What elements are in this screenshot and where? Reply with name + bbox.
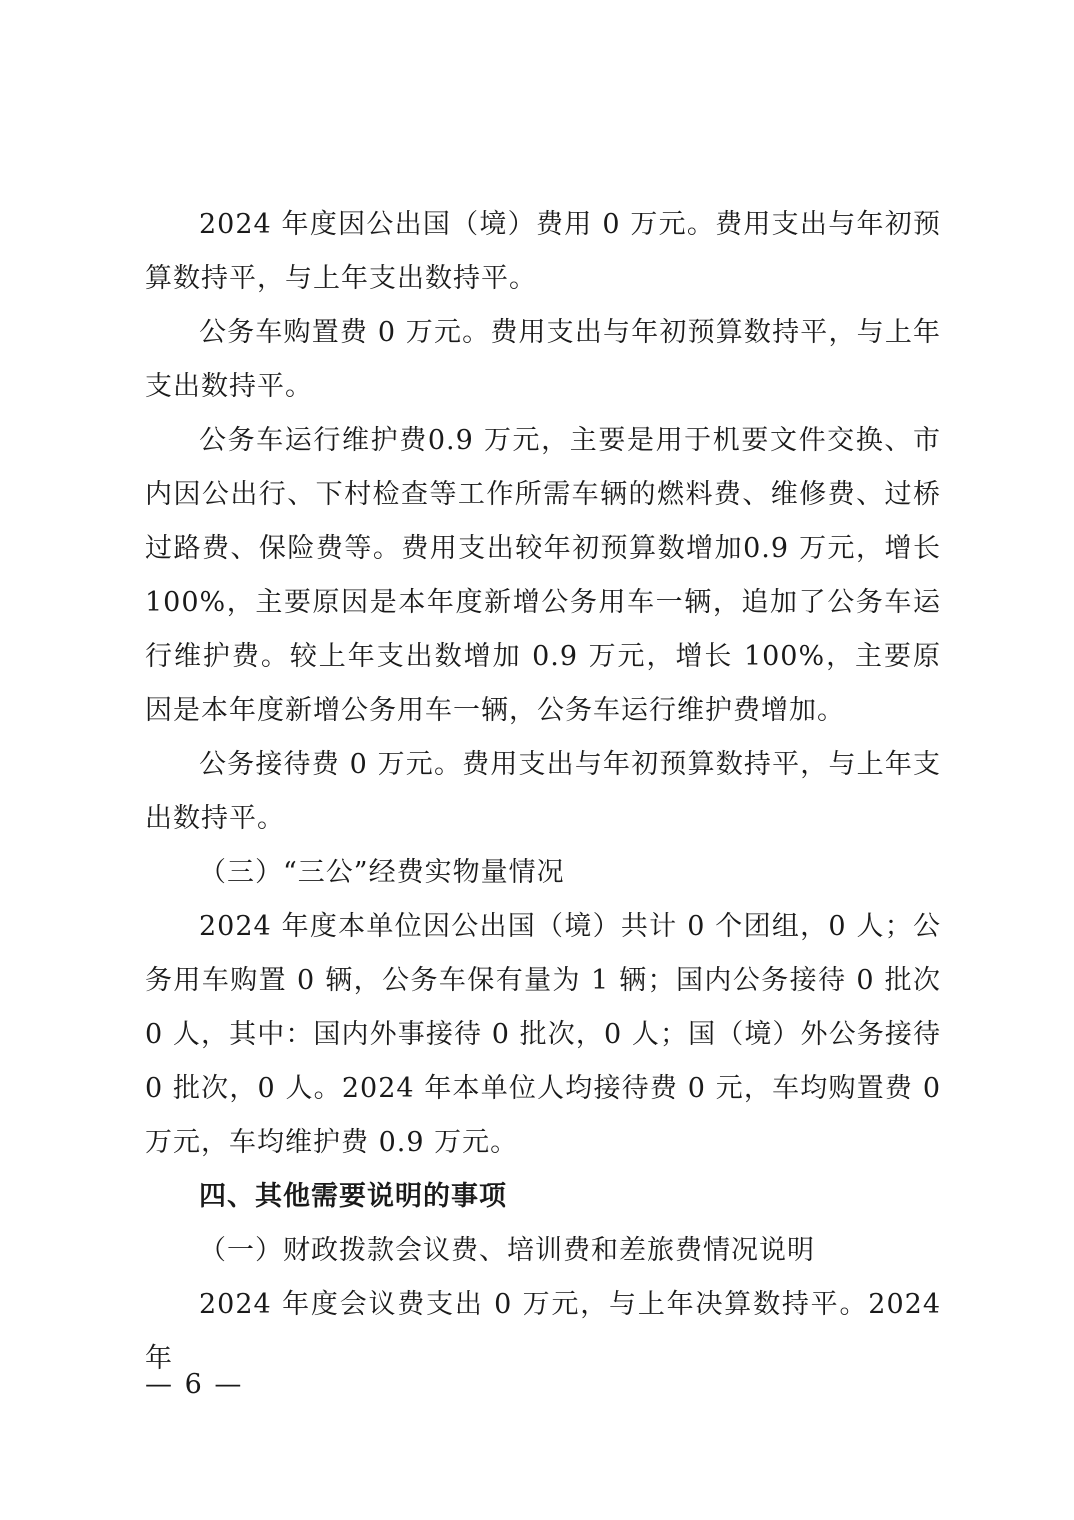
paragraph-overseas-travel: 2024 年度因公出国（境）费用 0 万元。费用支出与年初预算数持平，与上年支出数持平。 <box>145 209 941 294</box>
document-body <box>145 198 941 1386</box>
paragraph-vehicle-purchase: 公务车购置费 0 万元。费用支出与年初预算数持平，与上年支出数持平。 <box>145 317 941 402</box>
paragraph-reception: 公务接待费 0 万元。费用支出与年初预算数持平，与上年支出数持平。 <box>145 749 941 834</box>
page-number: — 6 — <box>145 1369 244 1400</box>
subsection-heading-meeting-training-travel: （一）财政拨款会议费、培训费和差旅费情况说明 <box>199 1235 815 1266</box>
section-heading-physical-quantities: （三）“三公”经费实物量情况 <box>199 857 565 888</box>
paragraph-meeting-expense: 2024 年度会议费支出 0 万元，与上年决算数持平。2024 年 <box>145 1289 941 1374</box>
paragraph-vehicle-maintenance: 公务车运行维护费0.9 万元，主要是用于机要文件交换、市内因公出行、下村检查等工作所需车辆的燃料费、维修费、过桥过路费、保险费等。费用支出较年初预算数增加0.9 万元，增长 100%，主要原因是本年度新增公务用车一辆，追加了公务车运行维护费。较上年支出数增加 0.9 万元，增长 100%，主要原因是本年度新增公务用车一辆，公务车运行维护费增加。 <box>145 425 941 726</box>
section-heading-other-matters: 四、其他需要说明的事项 <box>199 1181 507 1212</box>
paragraph-physical-quantities: 2024 年度本单位因公出国（境）共计 0 个团组，0 人；公务用车购置 0 辆，公务车保有量为 1 辆；国内公务接待 0 批次 0 人，其中：国内外事接待 0 批次，0 人；国（境）外公务接待 0 批次，0 人。2024 年本单位人均接待费 0 元，车均购置费 0 万元，车均维护费 0.9 万元。 <box>145 911 941 1158</box>
